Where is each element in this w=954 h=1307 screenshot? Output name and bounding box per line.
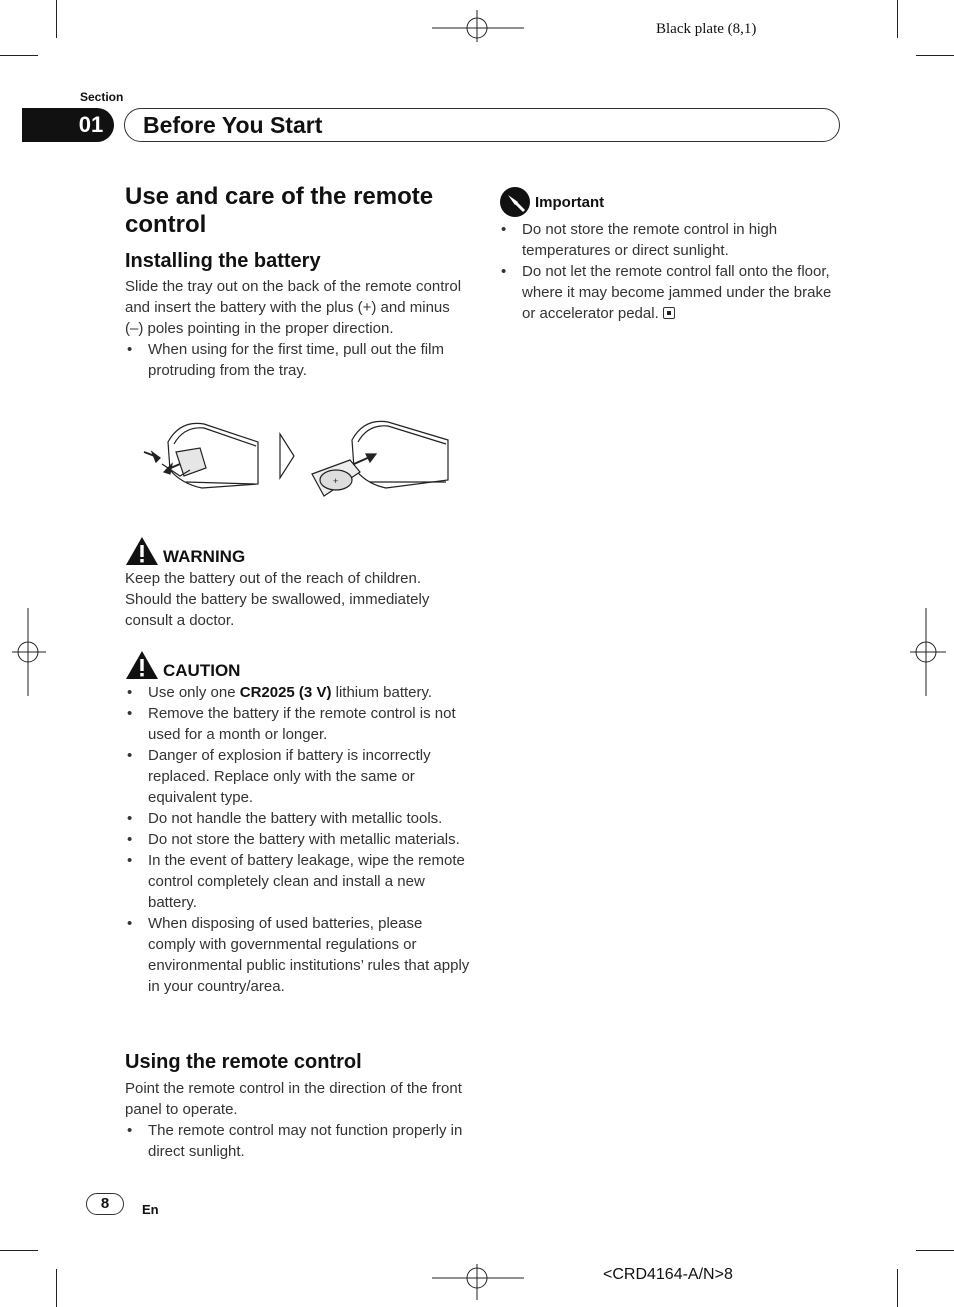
remote-battery-insert-illustration — [312, 421, 448, 496]
registration-mark-bottom — [430, 1264, 526, 1304]
warning-title: WARNING — [163, 547, 246, 566]
installing-bullets — [125, 339, 470, 381]
list-item: • In the event of battery leakage, wipe the remote control completely clean and install a new battery. — [125, 850, 470, 913]
left-column — [125, 183, 470, 381]
list-item: • When using for the first time, pull out the film protruding from the tray. — [125, 339, 470, 381]
section-label: Section — [80, 90, 124, 104]
using-heading: Using the remote control — [125, 1051, 362, 1073]
battery-spec-suffix: lithium battery. — [331, 684, 433, 701]
important-bullets — [499, 219, 844, 324]
important-block — [499, 186, 844, 324]
section-title: Before You Start — [124, 108, 840, 142]
important-title: Important — [535, 193, 605, 211]
list-item: • Remove the battery if the remote control is not used for a month or longer. — [125, 703, 470, 745]
list-item: • Do not store the remote control in high temperatures or direct sunlight. — [499, 219, 844, 261]
step-arrow — [280, 434, 294, 478]
plate-label: Black plate (8,1) — [656, 21, 757, 37]
section-number-badge — [22, 108, 114, 142]
list-item: • Do not store the battery with metallic materials. — [125, 829, 470, 850]
caution-triangle-icon — [125, 650, 159, 680]
registration-mark-top — [430, 8, 526, 42]
using-bullets — [125, 1120, 470, 1162]
using-block — [125, 1050, 470, 1162]
important-icon — [499, 186, 531, 218]
list-item-text: Do not let the remote control fall onto the floor, where it may become jammed under the brake or accelerator pedal. — [522, 263, 832, 322]
remote-tray-out-illustration — [144, 423, 258, 488]
list-item: • When disposing of used batteries, please comply with governmental regulations or environmental public institutions’ rules that apply in your country/area. — [125, 913, 470, 997]
battery-type: CR2025 (3 V) — [239, 684, 332, 701]
caution-title: CAUTION — [163, 661, 241, 680]
list-item: • Danger of explosion if battery is incorrectly replaced. Replace only with the same or equivalent type. — [125, 745, 470, 808]
section-number: 01 — [78, 112, 104, 137]
caution-bullets — [125, 682, 470, 997]
registration-mark-right — [906, 606, 950, 698]
installing-heading: Installing the battery — [125, 250, 321, 272]
language-label: En — [142, 1202, 159, 1217]
document-code: <CRD4164-A/N>8 — [603, 1266, 733, 1283]
battery-installation-illustration — [140, 412, 452, 508]
end-mark-icon — [663, 307, 675, 319]
warning-block — [125, 536, 470, 631]
svg-text:+: + — [333, 476, 339, 486]
installing-body: Slide the tray out on the back of the remote control and insert the battery with the plus (+) and minus (–) poles pointing in the proper direction. — [125, 278, 462, 337]
list-item: • The remote control may not function properly in direct sunlight. — [125, 1120, 470, 1162]
warning-body: Keep the battery out of the reach of children. Should the battery be swallowed, immediately consult a doctor. — [125, 570, 430, 629]
list-item — [125, 682, 470, 703]
list-item — [499, 261, 844, 324]
caution-block — [125, 650, 470, 997]
battery-spec-prefix: Use only one — [148, 684, 240, 701]
page-number: 8 — [86, 1193, 124, 1215]
warning-triangle-icon — [125, 536, 159, 566]
using-body: Point the remote control in the direction of the front panel to operate. — [125, 1080, 462, 1118]
list-item: • Do not handle the battery with metallic tools. — [125, 808, 470, 829]
page-title: Use and care of the remote control — [125, 183, 434, 238]
registration-mark-left — [6, 606, 48, 698]
